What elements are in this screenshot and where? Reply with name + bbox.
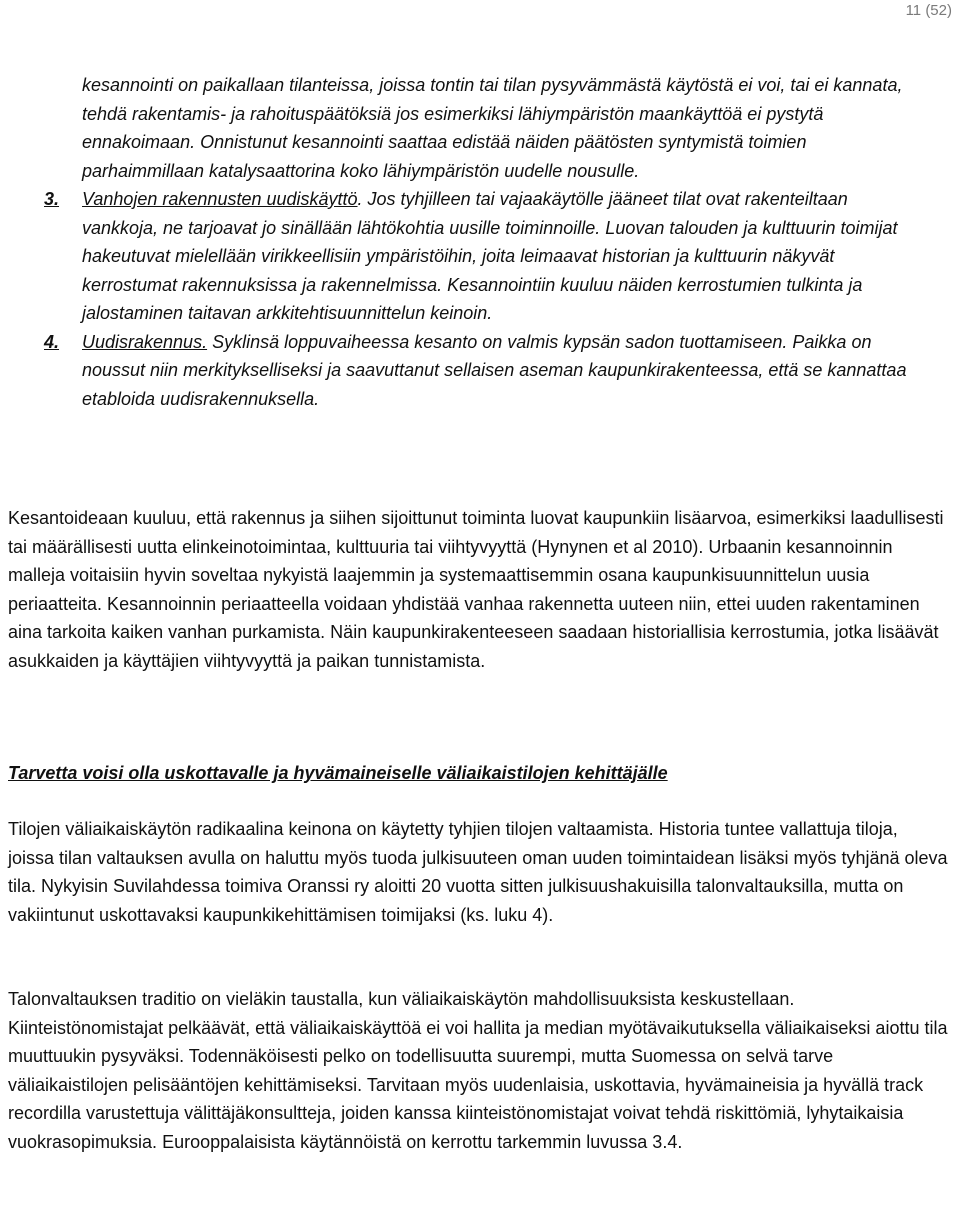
page-number: 11 (52) [905,2,952,19]
paragraph-kesantoidea: Kesantoideaan kuuluu, että rakennus ja siihen sijoittunut toiminta luovat kaupunkiin lisäarvoa, esimerkiksi laadullisesti tai määrällisesti uutta elinkeinotoimintaa, kulttuuria tai viihtyvyyttä (Hynynen et al 2010). Urbaanin kesannoinnin malleja voitaisiin hyvin soveltaa nykyistä laajemmin ja systemaattisemmin osana kaupunkisuunnittelun uusia periaatteita. Kesannoinnin periaatteella voidaan yhdistää vanhaa rakennetta uuteen niin, ettei uuden rakentaminen aina tarkoita kaiken vanhan purkamista. Näin kaupunkirakenteeseen saadaan historiallisia kerrostumia, jotka lisäävät asukkaiden ja käyttäjien viihtyvyyttä ja paikan tunnistamista. [8,508,944,671]
paragraph-talonvaltauksen-traditio: Talonvaltauksen traditio on vieläkin taustalla, kun väliaikaiskäytön mahdollisuuksista keskustellaan. Kiinteistönomistajat pelkäävät, että väliaikaiskäyttöä ei voi hallita ja median myötävaikutuksella väliaikaiseksi aiottu tila muuttuukin pysyväksi. Todennäköisesti pelko on todellisuutta suurempi, mutta Suomessa on selvä tarve väliaikaistilojen pelisääntöjen kehittämiseksi. Tarvitaan myös uudenlaisia, uskottavia, hyvämaineisia ja hyvällä track recordilla varustettuja välittäjäkonsultteja, joiden kanssa kiinteistönomistajat voivat tehdä riskittömiä, lyhytaikaisia vuokrasopimuksia. Eurooppalaisista käytännöistä on kerrottu tarkemmin luvussa 3.4. [8,989,948,1152]
list-item-3 [44,185,924,328]
list-item-3-text: . Jos tyhjilleen tai vajaakäytölle jääneet tilat ovat rakenteiltaan vankkoja, ne tarjoavat jo sinällään lähtökohtia uusille toiminnoille. Luovan talouden ja kulttuurin toimijat hakeutuvat mielellään virikkeellisiin ympäristöihin, joita leimaavat historian ja kulttuurin näkyvät kerrostumat rakennuksissa ja rakennelmissa. Kesannointiin kuuluu näiden kerrostumien tulkinta ja jalostaminen taitavan arkkitehtisuunnittelun keinoin. [82,189,898,323]
paragraph-tilojen-valiaikaiskaytto: Tilojen väliaikaiskäytön radikaalina keinona on käytetty tyhjien tilojen valtaamista. Historia tuntee vallattuja tiloja, joissa tilan valtauksen avulla on haluttu myös tuoda julkisuuteen oman uuden toimintaidean lisäksi myös tyhjänä oleva tila. Nykyisin Suvilahdessa toimiva Oranssi ry aloitti 20 vuotta sitten julkisuushakuisilla talonvaltauksilla, mutta on vakiintunut uskottavaksi kaupunkikehittämisen toimijaksi (ks. luku 4). [8,819,948,925]
section-heading: Tarvetta voisi olla uskottavalle ja hyvämaineiselle väliaikaistilojen kehittäjälle [8,763,668,783]
list-item-continuation [44,71,924,185]
list-item-continuation-text: kesannointi on paikallaan tilanteissa, joissa tontin tai tilan pysyvämmästä käytöstä ei voi, tai ei kannata, tehdä rakentamis- ja rahoituspäätöksiä jos esimerkiksi lähiympäristön maankäyttöä ei pystytä ennakoimaan. Onnistunut kesannointi saattaa edistää näiden päätösten syntymistä toimien parhaimmillaan katalysaattorina koko lähiympäristön uudelle nousulle. [82,75,903,181]
numbered-list [44,71,924,413]
list-item-4 [44,328,924,414]
list-item-4-number: 4. [44,331,60,352]
list-item-4-title: Uudisrakennus. [82,331,208,352]
list-item-3-number: 3. [44,189,60,209]
list-item-3-title: Vanhojen rakennusten uudiskäyttö [82,189,358,209]
list-item-4-text: Syklinsä loppuvaiheessa kesanto on valmis kypsän sadon tuottamiseen. Paikka on noussut niin merkitykselliseksi ja saavuttanut sellaisen aseman kaupunkirakenteessa, että se kannattaa etabloida uudisrakennuksella. [82,331,907,409]
